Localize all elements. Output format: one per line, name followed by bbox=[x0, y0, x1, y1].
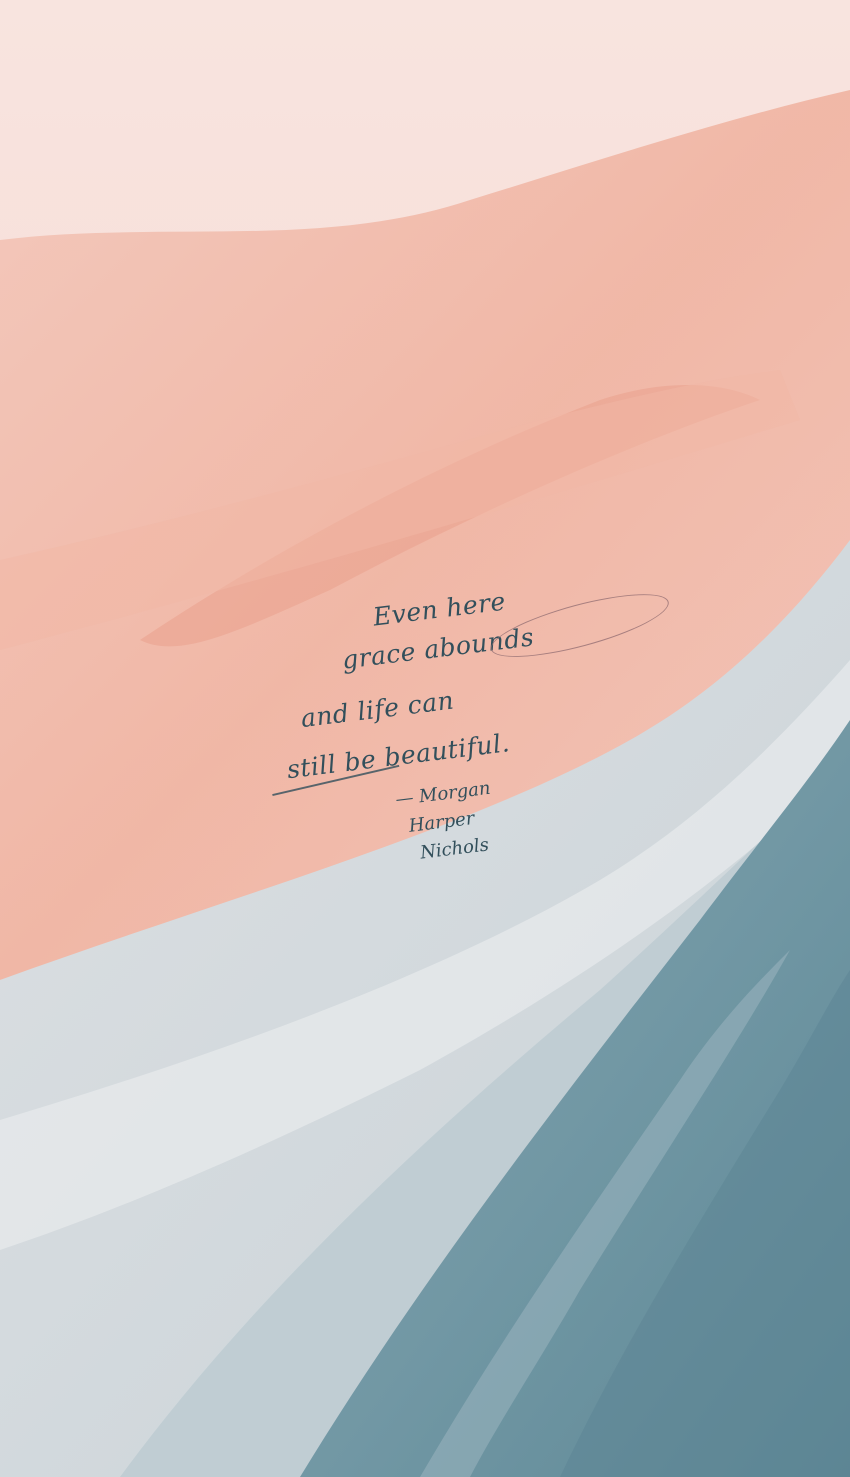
attribution-line-2: Harper bbox=[407, 807, 476, 837]
handwritten-quote bbox=[230, 556, 622, 882]
quote-line-2-text: grace abounds bbox=[340, 622, 536, 675]
attribution-line-3: Nichols bbox=[418, 834, 491, 864]
quote-line-3: and life can bbox=[299, 685, 456, 734]
attribution-line-1: — Morgan bbox=[394, 777, 492, 811]
quote-line-1: Even here bbox=[371, 586, 508, 632]
quote-line-4-text: still be beautiful. bbox=[285, 728, 512, 785]
